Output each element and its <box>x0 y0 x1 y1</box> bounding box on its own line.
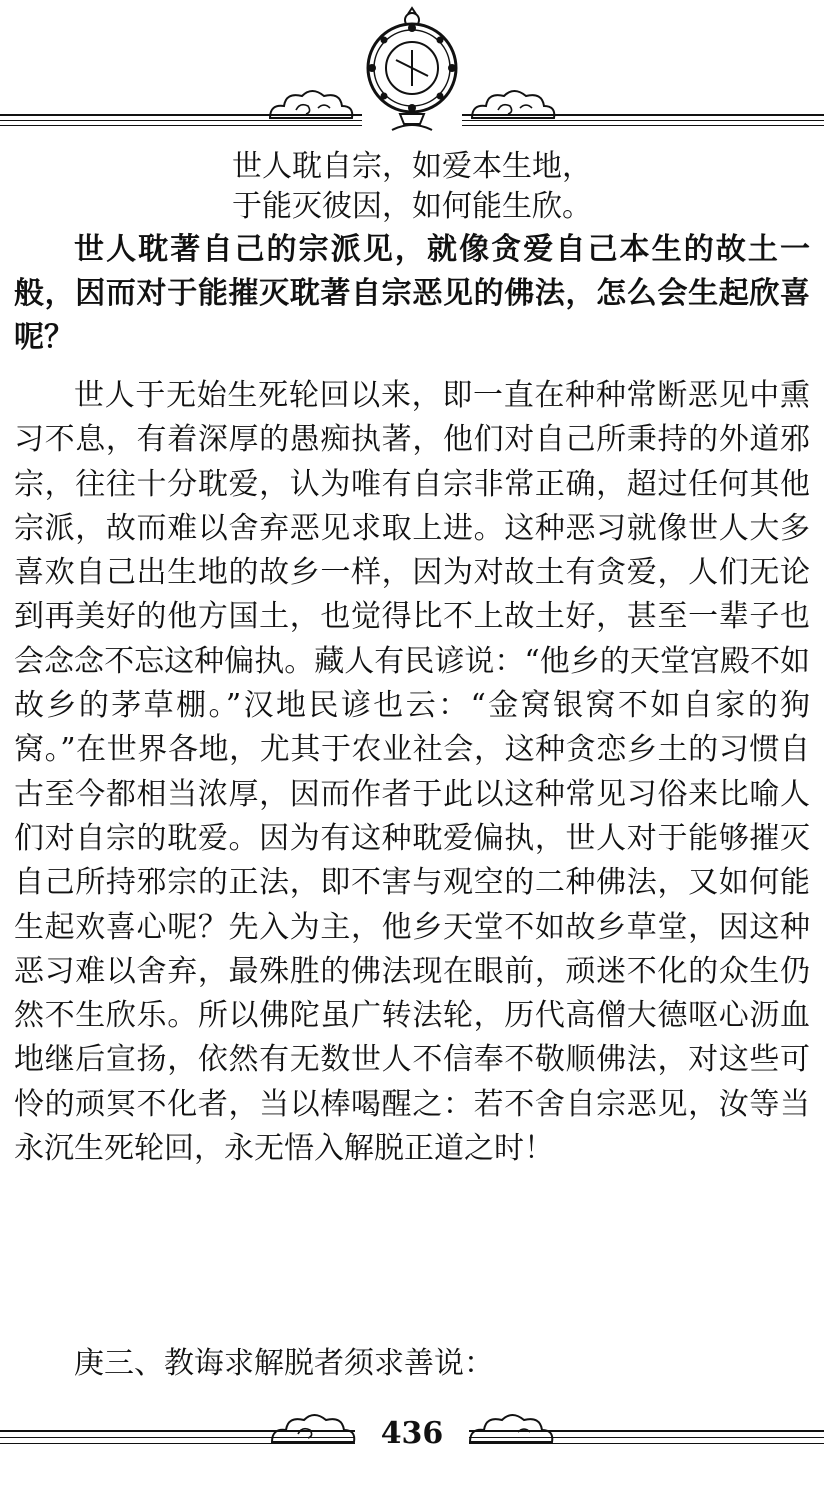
cloud-ornament-icon <box>468 84 558 124</box>
cloud-ornament-icon <box>266 84 356 124</box>
commentary-paragraph: 世人于无始生死轮回以来，即一直在种种常断恶见中熏习不息，有着深厚的愚痴执著，他们对自己所秉持的外道邪宗，往往十分耽爱，认为唯有自宗非常正确，超过任何其他宗派，故而难以舍弃恶见求取上进。这种恶习就像世人大多喜欢自己出生地的故乡一样，因为对故土有贪爱，人们无论到再美好的他方国土，也觉得比不上故土好，甚至一辈子也会念念不忘这种偏执。藏人有民谚说：“他乡的天堂宫殿不如故乡的茅草棚。”汉地民谚也云：“金窝银窝不如自家的狗窝。”在世界各地，尤其于农业社会，这种贪恋乡土的习惯自古至今都相当浓厚，因而作者于此以这种常见习俗来比喻人们对自宗的耽爱。因为有这种耽爱偏执，世人对于能够摧灭自己所持邪宗的正法，即不害与观空的二种佛法，又如何能生起欢喜心呢？先入为主，他乡天堂不如故乡草堂，因这种恶习难以舍弃，最殊胜的佛法现在眼前，顽迷不化的众生仍然不生欣乐。所以佛陀虽广转法轮，历代高僧大德呕心沥血地继后宣扬，依然有无数世人不信奉不敬顺佛法，对这些可怜的顽冥不化者，当以棒喝醒之：若不舍自宗恶见，汝等当永沉生死轮回，永无悟入解脱正道之时！ <box>14 378 810 1167</box>
dharma-wheel-emblem-icon <box>352 6 472 136</box>
section-heading: 庚三、教诲求解脱者须求善说： <box>74 1346 494 1381</box>
cloud-ornament-icon <box>466 1408 556 1448</box>
page-number: 436 <box>380 1416 444 1451</box>
verse-line-1: 世人耽自宗，如爱本生地， <box>232 149 592 184</box>
cloud-ornament-icon <box>268 1408 358 1448</box>
verse-summary: 世人耽著自己的宗派见，就像贪爱自己本生的故土一般，因而对于能摧灭耽著自宗恶见的佛法，怎么会生起欣喜呢？ <box>14 232 810 355</box>
verse-line-2: 于能灭彼因，如何能生欣。 <box>232 189 592 224</box>
